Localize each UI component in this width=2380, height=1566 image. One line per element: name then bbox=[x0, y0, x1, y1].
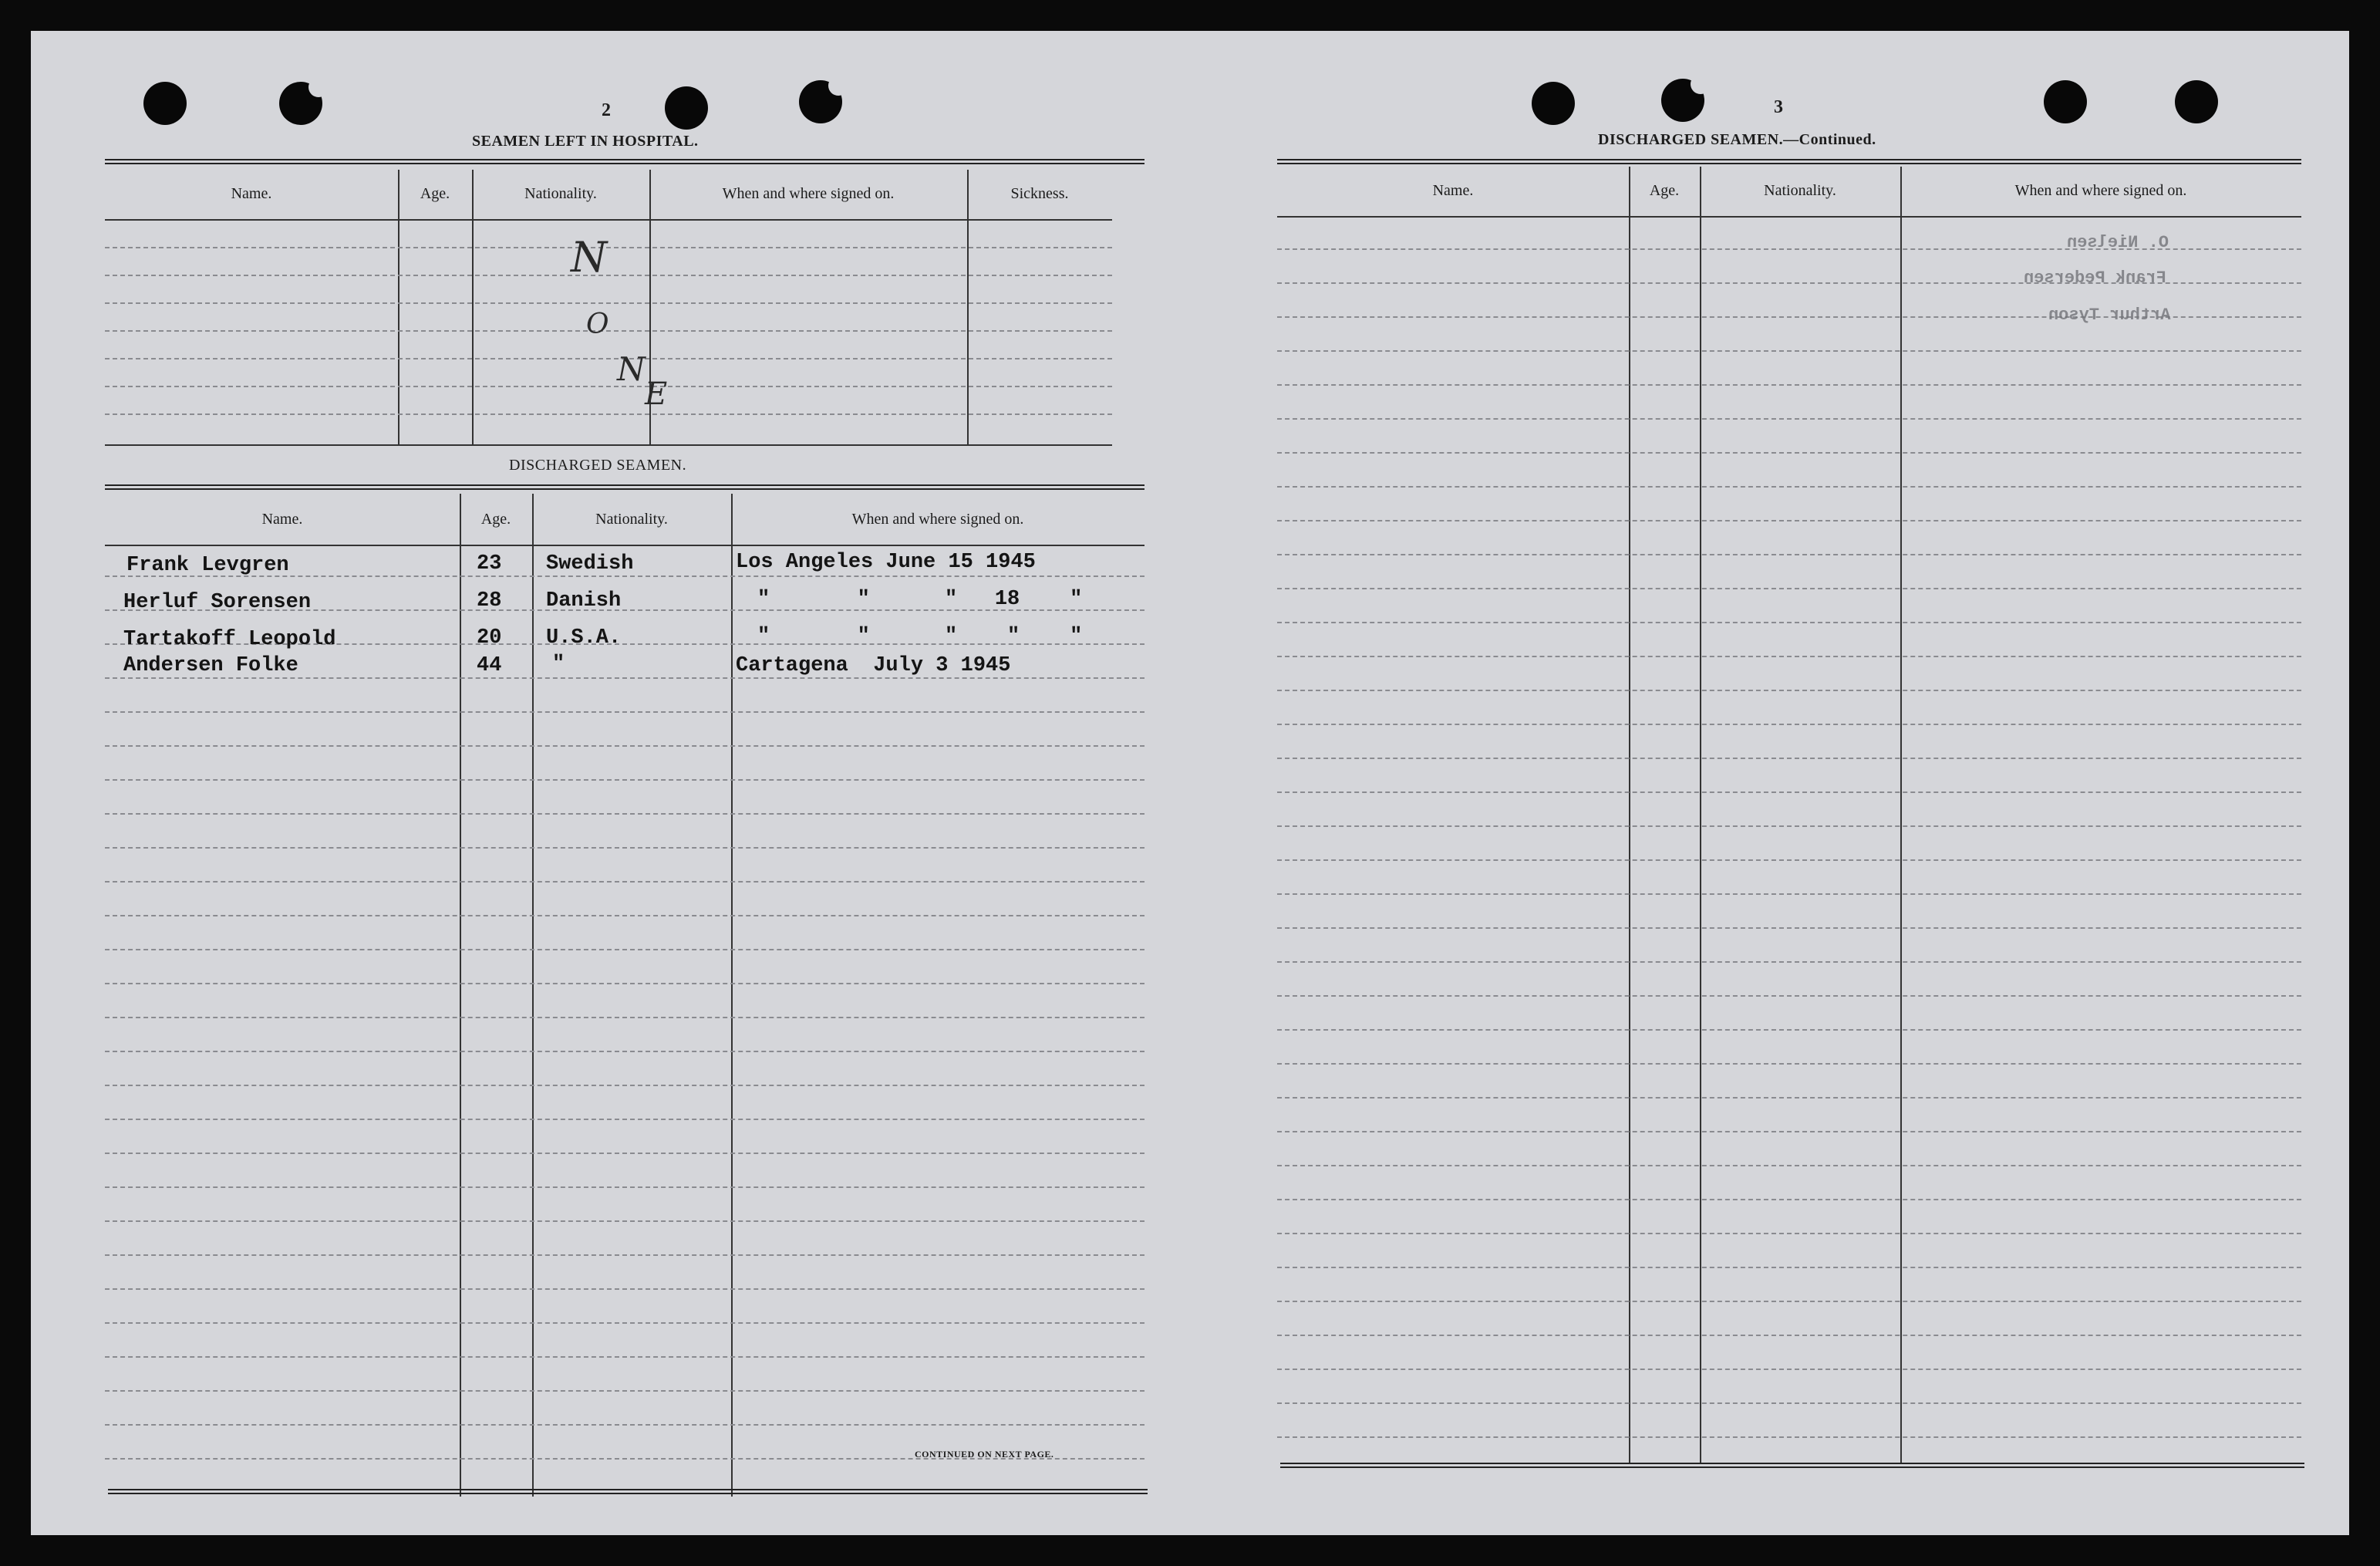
right-row-line bbox=[1277, 791, 2301, 793]
discharged-header-rule bbox=[105, 545, 1144, 546]
hospital-col-age: Age. bbox=[420, 185, 450, 202]
hospital-row-line bbox=[105, 302, 1112, 304]
punch-hole bbox=[2044, 80, 2087, 123]
seaman-signed-on: " " " " " bbox=[757, 625, 1083, 648]
right-col-age: Age. bbox=[1649, 182, 1680, 199]
seaman-signed-on: Los Angeles June 15 1945 bbox=[736, 551, 1036, 574]
hospital-row-line bbox=[105, 413, 1112, 415]
punch-hole bbox=[279, 82, 322, 125]
hospital-section-title: SEAMEN LEFT IN HOSPITAL. bbox=[472, 133, 699, 150]
hospital-row-line bbox=[105, 275, 1112, 276]
right-row-line bbox=[1277, 486, 2301, 488]
discharged-row-line bbox=[105, 1322, 1144, 1324]
right-bottom-rule bbox=[1280, 1463, 2304, 1468]
hospital-col-divider bbox=[967, 170, 969, 446]
discharged-row-line bbox=[105, 881, 1144, 883]
right-row-line bbox=[1277, 1335, 2301, 1336]
right-row-line bbox=[1277, 452, 2301, 454]
hospital-row-line bbox=[105, 358, 1112, 359]
right-header-rule bbox=[1277, 216, 2301, 218]
discharged-row-line bbox=[105, 1424, 1144, 1426]
hospital-header-rule bbox=[105, 219, 1112, 221]
right-row-line bbox=[1277, 1029, 2301, 1031]
page-number-left: 2 bbox=[602, 100, 611, 120]
seaman-nationality: Swedish bbox=[546, 552, 634, 575]
discharged-row-line bbox=[105, 1153, 1144, 1154]
right-row-line bbox=[1277, 724, 2301, 725]
seaman-name: Tartakoff Leopold bbox=[123, 628, 336, 651]
right-row-line bbox=[1277, 1199, 2301, 1200]
document-sheet bbox=[31, 31, 2349, 1535]
right-row-line bbox=[1277, 893, 2301, 895]
punch-hole bbox=[1661, 79, 1704, 122]
bleed-through-text: Frank Pedersen bbox=[2024, 268, 2166, 288]
discharged-row-line bbox=[105, 677, 1144, 679]
right-col-divider bbox=[1900, 167, 1902, 1464]
right-row-line bbox=[1277, 1063, 2301, 1065]
discharged-row-line bbox=[105, 1085, 1144, 1086]
discharged-col-name: Name. bbox=[261, 511, 303, 528]
punch-hole bbox=[1532, 82, 1575, 125]
right-row-line bbox=[1277, 1267, 2301, 1268]
seaman-signed-on: " " " 18 " bbox=[757, 588, 1083, 611]
hospital-row-line bbox=[105, 386, 1112, 387]
right-row-line bbox=[1277, 350, 2301, 352]
right-col-divider bbox=[1700, 167, 1701, 1464]
right-row-line bbox=[1277, 758, 2301, 759]
hospital-col-signed-on: When and where signed on. bbox=[722, 185, 895, 202]
right-row-line bbox=[1277, 1097, 2301, 1099]
discharged-row-line bbox=[105, 1051, 1144, 1052]
discharged-row-line bbox=[105, 1356, 1144, 1358]
right-row-line bbox=[1277, 690, 2301, 691]
seaman-age: 23 bbox=[477, 552, 502, 575]
seaman-signed-on: Cartagena July 3 1945 bbox=[736, 654, 1011, 677]
discharged-row-line bbox=[105, 915, 1144, 916]
right-row-line bbox=[1277, 1301, 2301, 1302]
discharged-top-rule bbox=[105, 484, 1144, 490]
seaman-name: Herluf Sorensen bbox=[123, 591, 312, 614]
right-row-line bbox=[1277, 1369, 2301, 1370]
discharged-bottom-rule bbox=[108, 1489, 1148, 1494]
discharged-row-line bbox=[105, 745, 1144, 747]
discharged-row-line bbox=[105, 1119, 1144, 1120]
hospital-top-rule bbox=[105, 159, 1144, 164]
punch-hole bbox=[665, 86, 708, 130]
right-top-rule bbox=[1277, 159, 2301, 164]
discharged-continued-title: DISCHARGED SEAMEN.—Continued. bbox=[1598, 131, 1876, 148]
right-row-line bbox=[1277, 554, 2301, 555]
right-row-line bbox=[1277, 384, 2301, 386]
punch-hole bbox=[2175, 80, 2218, 123]
discharged-row-line bbox=[105, 779, 1144, 781]
discharged-row-line bbox=[105, 949, 1144, 950]
hospital-row-line bbox=[105, 247, 1112, 248]
seaman-age: 20 bbox=[477, 626, 502, 650]
hospital-col-nationality: Nationality. bbox=[524, 185, 597, 202]
discharged-row-line bbox=[105, 847, 1144, 849]
seaman-name: Frank Levgren bbox=[126, 554, 289, 577]
hospital-col-sickness: Sickness. bbox=[1010, 185, 1069, 202]
discharged-row-line bbox=[105, 1017, 1144, 1018]
right-col-divider bbox=[1629, 167, 1630, 1464]
seaman-age: 28 bbox=[477, 589, 502, 613]
hospital-bottom-rule bbox=[105, 444, 1112, 446]
right-row-line bbox=[1277, 825, 2301, 827]
handwritten-letter: N bbox=[571, 233, 608, 282]
seaman-nationality: " bbox=[552, 653, 565, 676]
discharged-row-line bbox=[105, 1186, 1144, 1188]
bleed-through-text: O. Nielsen bbox=[2067, 233, 2169, 252]
discharged-row-line bbox=[105, 1254, 1144, 1256]
seaman-age: 44 bbox=[477, 654, 502, 677]
handwritten-letter: N bbox=[617, 350, 646, 388]
page-number-right: 3 bbox=[1774, 97, 1783, 117]
right-row-line bbox=[1277, 859, 2301, 861]
right-row-line bbox=[1277, 520, 2301, 521]
discharged-col-age: Age. bbox=[480, 511, 511, 528]
handwritten-letter: E bbox=[645, 376, 668, 412]
right-col-signed-on: When and where signed on. bbox=[2014, 182, 2187, 199]
right-row-line bbox=[1277, 1165, 2301, 1166]
hospital-col-name: Name. bbox=[231, 185, 272, 202]
discharged-row-line bbox=[105, 711, 1144, 713]
seaman-name: Andersen Folke bbox=[123, 654, 298, 677]
bleed-through-text: Arthur Tyson bbox=[2048, 305, 2171, 325]
hospital-col-divider bbox=[398, 170, 399, 446]
discharged-row-line bbox=[105, 983, 1144, 984]
right-col-nationality: Nationality. bbox=[1764, 182, 1836, 199]
right-row-line bbox=[1277, 1131, 2301, 1132]
right-row-line bbox=[1277, 1402, 2301, 1404]
punch-hole bbox=[799, 80, 842, 123]
continued-note: CONTINUED ON NEXT PAGE. bbox=[915, 1449, 1054, 1460]
right-row-line bbox=[1277, 1436, 2301, 1438]
handwritten-letter: O bbox=[586, 309, 609, 340]
discharged-col-signed-on: When and where signed on. bbox=[851, 511, 1024, 528]
right-row-line bbox=[1277, 995, 2301, 997]
seaman-nationality: U.S.A. bbox=[546, 626, 622, 650]
right-row-line bbox=[1277, 961, 2301, 963]
right-row-line bbox=[1277, 418, 2301, 420]
right-col-name: Name. bbox=[1432, 182, 1474, 199]
discharged-section-title: DISCHARGED SEAMEN. bbox=[509, 457, 687, 474]
discharged-row-line bbox=[105, 813, 1144, 815]
right-row-line bbox=[1277, 656, 2301, 657]
discharged-col-nationality: Nationality. bbox=[595, 511, 668, 528]
right-row-line bbox=[1277, 927, 2301, 929]
discharged-row-line bbox=[105, 1288, 1144, 1290]
right-row-line bbox=[1277, 622, 2301, 623]
right-row-line bbox=[1277, 588, 2301, 589]
discharged-row-line bbox=[105, 1390, 1144, 1392]
right-row-line bbox=[1277, 1233, 2301, 1234]
seaman-nationality: Danish bbox=[546, 589, 622, 613]
discharged-row-line bbox=[105, 1220, 1144, 1222]
punch-hole bbox=[143, 82, 187, 125]
hospital-col-divider bbox=[472, 170, 474, 446]
